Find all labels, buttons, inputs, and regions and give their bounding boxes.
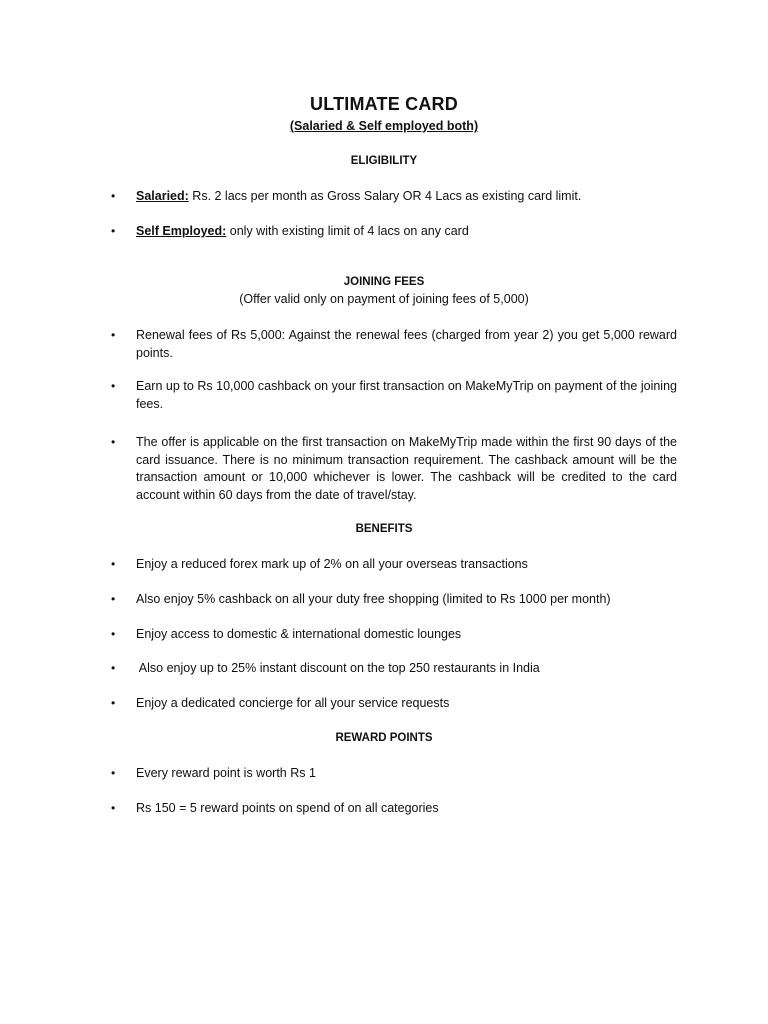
list-item [111, 765, 677, 783]
bullet-icon: • [111, 661, 116, 675]
list-item [111, 327, 677, 362]
list-item [111, 626, 677, 644]
bullet-icon: • [111, 189, 116, 203]
bullet-icon: • [111, 592, 116, 606]
bullet-icon: • [111, 696, 116, 710]
list-item [111, 660, 677, 678]
list-item-text: Enjoy access to domestic & international domestic lounges [136, 627, 462, 641]
document-title: ULTIMATE CARD [310, 94, 458, 114]
bullet-icon: • [111, 557, 116, 571]
reward-points-heading: REWARD POINTS [335, 732, 433, 744]
list-item [111, 591, 677, 609]
list-item-text: Enjoy a reduced forex mark up of 2% on all your overseas transactions [136, 557, 528, 571]
list-item [111, 188, 677, 206]
list-item-text: Also enjoy up to 25% instant discount on the top 250 restaurants in India [136, 661, 540, 675]
list-item-text: The offer is applicable on the first transaction on MakeMyTrip made within the first 90 days of the card issuance. There is no minimum transaction requirement. The cashback amount will be the transaction amount or 10,000 whichever is lower. The cashback will be credited to the card account within 60 days from the date of travel/stay. [136, 435, 677, 502]
list-item-text: Also enjoy 5% cashback on all your duty free shopping (limited to Rs 1000 per month) [136, 592, 611, 606]
list-item-text: Earn up to Rs 10,000 cashback on your first transaction on MakeMyTrip on payment of the joining fees. [136, 379, 677, 411]
bullet-icon: • [111, 766, 116, 780]
bullet-icon: • [111, 627, 116, 641]
list-item-text: Rs 150 = 5 reward points on spend of on all categories [136, 801, 439, 815]
benefits-heading: BENEFITS [355, 523, 413, 535]
list-item [111, 695, 677, 713]
list-item [111, 800, 677, 818]
list-item-text: Enjoy a dedicated concierge for all your service requests [136, 696, 450, 710]
salaried-label: Salaried: [136, 189, 189, 203]
list-item [111, 378, 677, 413]
salaried-text: Rs. 2 lacs per month as Gross Salary OR 4 Lacs as existing card limit. [188, 189, 582, 203]
document-subtitle: (Salaried & Self employed both) [289, 119, 479, 133]
bullet-icon: • [111, 328, 116, 342]
bullet-icon: • [111, 224, 116, 238]
joining-fees-heading: JOINING FEES [343, 276, 425, 288]
list-item [111, 556, 677, 574]
self-employed-label: Self Employed: [136, 224, 227, 238]
joining-fees-note: (Offer valid only on payment of joining fees of 5,000) [239, 292, 529, 306]
list-item-text: Every reward point is worth Rs 1 [136, 766, 316, 780]
bullet-icon: • [111, 801, 116, 815]
bullet-icon: • [111, 379, 116, 393]
list-item [111, 223, 677, 241]
self-employed-text: only with existing limit of 4 lacs on any card [226, 224, 469, 238]
list-item-text: Renewal fees of Rs 5,000: Against the renewal fees (charged from year 2) you get 5,000 reward points. [136, 328, 677, 360]
eligibility-heading: ELIGIBILITY [350, 155, 418, 167]
list-item [111, 434, 677, 504]
bullet-icon: • [111, 435, 116, 449]
